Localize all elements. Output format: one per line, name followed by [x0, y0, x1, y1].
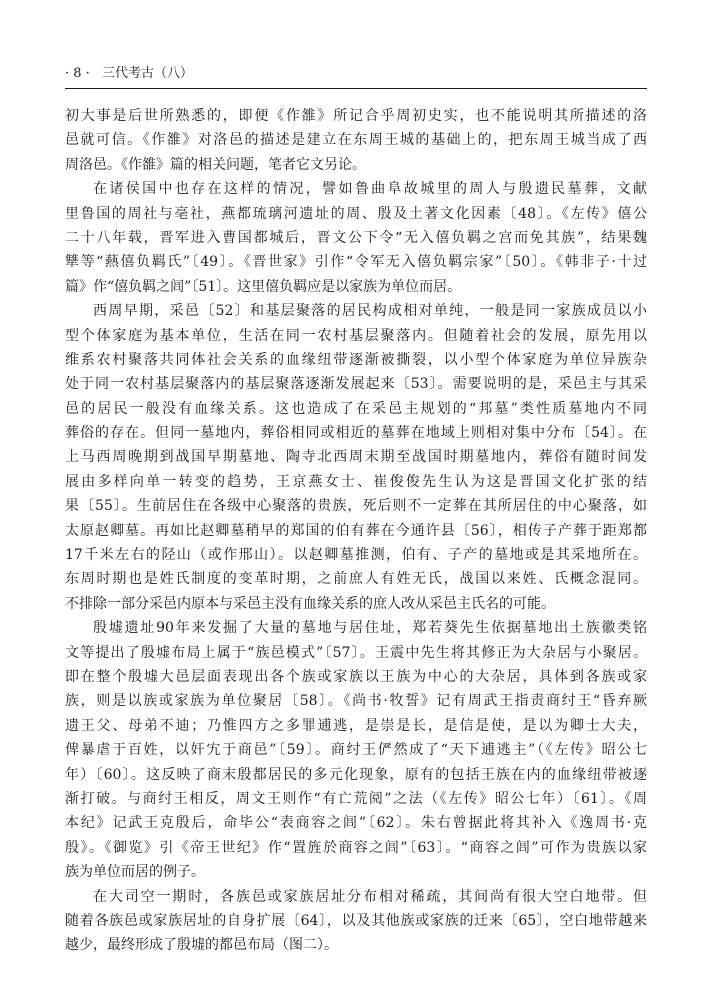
text-line: 篇》作“僖负羁之闾”〔51〕。这里僖负羁应是以家族为单位而居。: [65, 278, 462, 295]
text-line: 俾暴虐于百姓，以奸宄于商邑”〔59〕。商纣王俨然成了“天下逋逃主”（《左传》昭公七: [65, 742, 647, 759]
page-number: · 8 ·: [65, 66, 90, 81]
text-line: 里鲁国的周社与亳社，燕都琉璃河遗址的周、殷及土著文化因素〔48〕。《左传》僖公: [65, 205, 647, 222]
text-line: 17千米左右的陉山（或作邢山）。以赵卿墓推测，伯有、子产的墓地或是其采地所在。: [65, 547, 647, 564]
text-line: 邑就可信。《作雒》对洛邑的描述是建立在东周王城的基础上的，把东周王城当成了西: [65, 132, 647, 149]
text-line: 邑的居民一般没有血缘关系。这也造成了在采邑主规划的“邦墓”类性质墓地内不同: [65, 400, 647, 417]
text-line: 本纪》记武王克殷后，命毕公“表商容之闾”〔62〕。朱右曾据此将其补入《逸周书·克: [65, 815, 647, 832]
text-line: 葬俗的存在。但同一墓地内，葬俗相同或相近的墓葬在地域上则相对集中分布〔54〕。在: [65, 425, 647, 442]
running-title: 三代考古（八）: [101, 66, 193, 81]
text-line: 殷墟遗址90年来发掘了大量的墓地与居住址，郑若葵先生依据墓地出土族徽类铭: [93, 620, 647, 637]
text-line: 处于同一农村基层聚落内的基层聚落逐渐发展起来〔53〕。需要说明的是，采邑主与其采: [65, 376, 647, 393]
text-line: 在诸侯国中也存在这样的情况，譬如鲁曲阜故城里的周人与殷遗民墓葬，文献: [93, 181, 647, 198]
text-line: 渐打破。与商纣王相反，周文王则作“有亡荒阅”之法（《左传》昭公七年）〔61〕。《周: [65, 790, 647, 807]
text-line: 周洛邑。《作雒》篇的相关问题，笔者它文另论。: [65, 156, 366, 173]
text-line: 二十八年载，晋军进入曹国都城后，晋文公下令“无入僖负羁之宫而免其族”，结果魏: [65, 229, 647, 246]
text-line: 展由多样向单一转变的趋势，王京燕女士、崔俊俊先生认为这是晋国文化扩张的结: [65, 473, 647, 490]
text-line: 犨等“爇僖负羁氏”〔49〕。《晋世家》引作“令军无入僖负羁宗家”〔50〕。《韩非子·十过: [65, 254, 647, 271]
running-header: [65, 64, 647, 86]
text-line: 即在整个殷墟大邑层面表现出各个族或家族以王族为中心的大杂居，具体到各族或家: [65, 668, 647, 685]
text-line: 遗王父、母弟不迪；乃惟四方之多罪逋逃，是崇是长，是信是使，是以为卿士大夫，: [65, 717, 647, 734]
text-line: 文等提出了殷墟布局上属于“族邑模式”〔57〕。王震中先生将其修正为大杂居与小聚居。: [65, 644, 647, 661]
text-line: 上马西周晚期到战国早期墓地、陶寺北西周末期至战国时期墓地内，葬俗有随时间发: [65, 449, 647, 466]
text-line: 东周时期也是姓氏制度的变革时期，之前庶人有姓无氏，战国以来姓、氏概念混同。: [65, 571, 647, 588]
text-line: 西周早期，采邑〔52〕和基层聚落的居民构成相对单纯，一般是同一家族成员以小: [93, 303, 647, 320]
text-line: 维系农村聚落共同体社会关系的血缘纽带逐渐被撕裂，以小型个体家庭为单位异族杂: [65, 351, 647, 368]
body-text: [65, 104, 647, 958]
text-line: 越少，最终形成了殷墟的都邑布局（图二）。: [65, 937, 338, 954]
text-line: 随着各族邑或家族居址的自身扩展〔64〕，以及其他族或家族的迁来〔65〕，空白地带越来: [65, 912, 647, 929]
text-line: 年）〔60〕。这反映了商末殷都居民的多元化现象，原有的包括王族在内的血缘纽带被逐: [65, 766, 647, 783]
header-rule: [65, 88, 647, 89]
text-line: 在大司空一期时，各族邑或家族居址分布相对稀疏，其间尚有很大空白地带。但: [93, 888, 647, 905]
text-line: 族，则是以族或家族为单位聚居〔58〕。《尚书·牧誓》记有周武王指责商纣王“昏弃厥: [65, 693, 647, 710]
text-line: 型个体家庭为基本单位，生活在同一农村基层聚落内。但随着社会的发展，原先用以: [65, 327, 647, 344]
text-line: 太原赵卿墓。再如比赵卿墓稍早的郑国的伯有葬在今通许县〔56〕，相传子产葬于距郑都: [65, 522, 647, 539]
text-line: 族为单位而居的例子。: [65, 864, 205, 881]
text-line: 不排除一部分采邑内原本与采邑主没有血缘关系的庶人改从采邑主氏名的可能。: [65, 595, 555, 612]
text-line: 果〔55〕。生前居住在各级中心聚落的贵族，死后则不一定葬在其所居住的中心聚落，如: [65, 498, 647, 515]
text-line: 初大事是后世所熟悉的，即便《作雒》所记合乎周初史实，也不能说明其所描述的洛: [65, 108, 647, 124]
text-line: 殷》。《御览》引《帝王世纪》作“置旌於商容之闾”〔63〕。“商容之闾”可作为贵族以家: [65, 839, 647, 856]
